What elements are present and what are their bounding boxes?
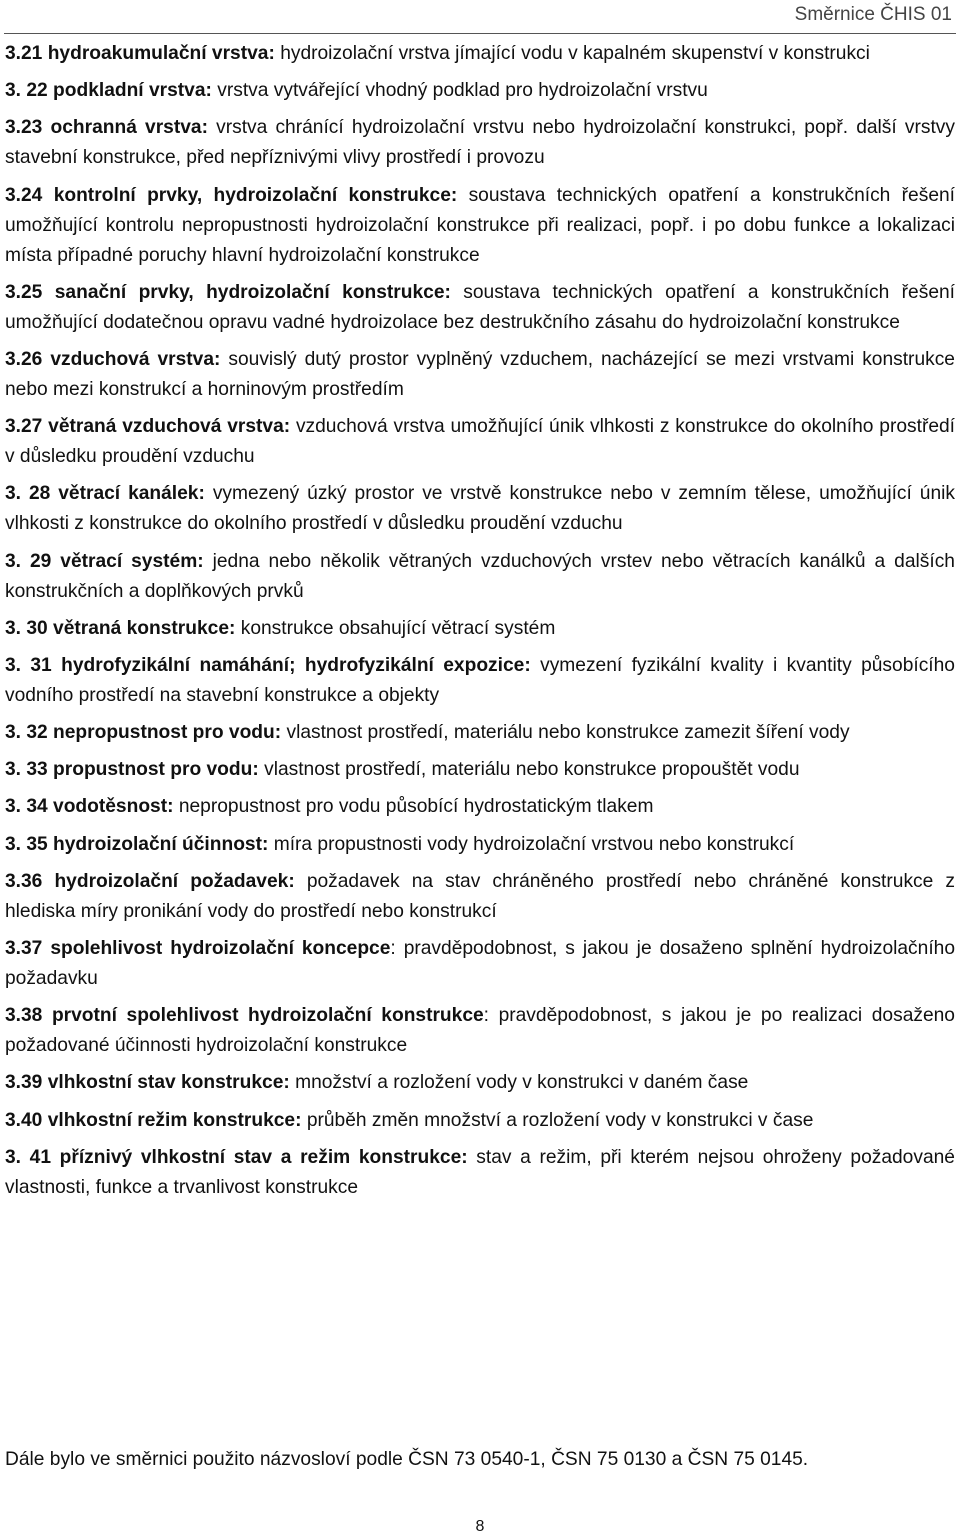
- definition-term: vzduchová vrstva:: [50, 348, 221, 370]
- definition-text: nepropustnost pro vodu působící hydrostatickým tlakem: [178, 796, 654, 818]
- definition-number: 3. 41: [5, 1146, 51, 1168]
- reference-note: Dále bylo ve směrnici použito názvosloví podle ČSN 73 0540-1, ČSN 75 0130 a ČSN 75 0145.: [5, 1449, 809, 1470]
- definition-entry: [5, 278, 955, 338]
- definition-text: vzduchová vrstva umožňující únik vlhkosti z konstrukce do okolního prostředí v důsledku proudění vzduchu: [5, 416, 956, 468]
- definition-term: větraná konstrukce:: [53, 617, 236, 639]
- definition-number: 3.40: [5, 1109, 43, 1131]
- definition-text: soustava technických opatření a konstrukčních řešení umožňující dodatečnou opravu vadné hydroizolace bez destrukčního zásahu do hydroizolační konstrukce: [5, 281, 955, 333]
- definition-number: 3. 30: [5, 617, 48, 639]
- definition-number: 3. 35: [5, 833, 48, 855]
- definition-entry: [5, 792, 955, 822]
- definition-term: vodotěsnost:: [53, 796, 174, 818]
- definition-number: 3. 33: [5, 759, 48, 781]
- definition-entry: [5, 1001, 955, 1061]
- header-divider: [4, 33, 956, 34]
- definition-term: hydroizolační účinnost:: [53, 833, 269, 855]
- definition-term: hydroakumulační vrstva:: [47, 43, 275, 64]
- definition-number: 3.38: [5, 1005, 43, 1027]
- definition-term: vlhkostní režim konstrukce:: [47, 1109, 302, 1131]
- definition-number: 3. 29: [5, 550, 52, 572]
- definition-term: větrací systém:: [60, 550, 204, 572]
- document-title: Směrnice ČHIS 01: [794, 4, 952, 25]
- definition-text: konstrukce obsahující větrací systém: [240, 617, 556, 639]
- definition-term: hydroizolační požadavek:: [54, 870, 295, 892]
- definition-entry: [5, 1106, 955, 1136]
- definition-text: vlastnost prostředí, materiálu nebo konstrukce propouštět vodu: [264, 759, 800, 781]
- definition-entry: [5, 76, 955, 106]
- definition-entry: [5, 718, 955, 748]
- definition-entry: [5, 113, 955, 173]
- definition-entry: [5, 345, 955, 405]
- definition-text: jedna nebo několik větraných vzduchových vrstev nebo větracích kanálků a dalších konstrukčních a doplňkových prvků: [5, 550, 955, 602]
- definition-text: soustava technických opatření a konstrukčních řešení umožňující kontrolu nepropustnosti hydroizolační konstrukce při realizaci, popř. i po dobu funkce a lokalizaci místa případné poruchy hlavní hydroizolační konstrukce: [5, 184, 955, 266]
- definition-number: 3.27: [5, 416, 43, 438]
- definition-entry: [5, 867, 955, 927]
- definition-entry: [5, 479, 955, 539]
- definition-number: 3. 32: [5, 722, 48, 744]
- definition-entry: [5, 1068, 955, 1098]
- definition-entry: [5, 614, 955, 644]
- definition-entry: [5, 651, 955, 711]
- definition-text: vymezení fyzikální kvality i kvantity působícího vodního prostředí na stavební konstrukce a objekty: [5, 654, 955, 706]
- definition-term: podkladní vrstva:: [53, 80, 212, 102]
- definition-number: 3.26: [5, 348, 43, 370]
- definition-number: 3. 22: [5, 80, 48, 102]
- definition-text: vrstva vytvářející vhodný podklad pro hydroizolační vrstvu: [217, 80, 708, 102]
- definition-text: stav a režim, při kterém nejsou ohroženy požadované vlastnosti, funkce a trvanlivost konstrukce: [5, 1146, 955, 1198]
- definition-text: hydroizolační vrstva jímající vodu v kapalném skupenství v konstrukci: [280, 43, 870, 64]
- definition-text: : pravděpodobnost, s jakou je dosaženo splnění hydroizolačního požadavku: [5, 938, 955, 989]
- definition-text: souvislý dutý prostor vyplněný vzduchem, nacházející se mezi vrstvami konstrukce nebo mezi konstrukcí a horninovým prostředím: [5, 348, 955, 400]
- definition-number: 3. 34: [5, 796, 48, 818]
- definition-entry: [5, 934, 955, 994]
- definition-text: požadavek na stav chráněného prostředí nebo chráněné konstrukce z hlediska míry pronikání vody do prostředí nebo konstrukcí: [5, 870, 955, 922]
- definition-number: 3.23: [5, 117, 43, 139]
- definition-entry: [5, 1143, 955, 1203]
- definition-number: 3.37: [5, 938, 43, 959]
- definition-text: vymezený úzký prostor ve vrstvě konstrukce nebo v zemním tělese, umožňující únik vlhkosti z konstrukce do okolního prostředí v důsledku proudění vzduchu: [5, 483, 955, 535]
- definition-term: hydrofyzikální namáhání; hydrofyzikální expozice:: [61, 654, 531, 676]
- definition-text: míra propustnosti vody hydroizolační vrstvou nebo konstrukcí: [273, 833, 795, 855]
- definition-text: : pravděpodobnost, s jakou je po realizaci dosaženo požadované účinnosti hydroizolační konstrukce: [5, 1005, 955, 1057]
- definition-entry: [5, 755, 955, 785]
- definition-term: ochranná vrstva:: [50, 117, 208, 139]
- definitions-list: [5, 39, 955, 1210]
- definition-text: vlastnost prostředí, materiálu nebo konstrukce zamezit šíření vody: [286, 722, 850, 744]
- definition-entry: [5, 412, 955, 472]
- definition-number: 3.39: [5, 1072, 43, 1094]
- definition-term: propustnost pro vodu:: [53, 759, 259, 781]
- definition-number: 3.21: [5, 43, 43, 64]
- definition-entry: [5, 830, 955, 860]
- definition-term: prvotní spolehlivost hydroizolační konstrukce: [51, 1005, 484, 1027]
- definition-term: sanační prvky, hydroizolační konstrukce:: [54, 281, 451, 303]
- definition-term: spolehlivost hydroizolační koncepce: [50, 938, 391, 959]
- definition-term: kontrolní prvky, hydroizolační konstrukce:: [53, 184, 458, 206]
- page-number: 8: [475, 1518, 485, 1535]
- definition-term: větraná vzduchová vrstva:: [48, 416, 291, 438]
- definition-term: příznivý vlhkostní stav a režim konstrukce:: [59, 1146, 468, 1168]
- definition-number: 3. 31: [5, 654, 52, 676]
- definition-entry: [5, 39, 955, 69]
- definition-text: vrstva chránící hydroizolační vrstvu nebo hydroizolační konstrukci, popř. další vrstvy stavební konstrukce, před nepříznivými vlivy prostředí i provozu: [5, 117, 955, 169]
- definition-entry: [5, 547, 955, 607]
- definition-number: 3.36: [5, 870, 43, 892]
- definition-text: množství a rozložení vody v konstrukci v daném čase: [295, 1072, 749, 1094]
- page-header: [0, 0, 960, 36]
- definition-term: větrací kanálek:: [58, 483, 205, 505]
- definition-term: nepropustnost pro vodu:: [53, 722, 282, 744]
- definition-number: 3.24: [5, 184, 43, 206]
- definition-entry: [5, 181, 955, 271]
- definition-number: 3.25: [5, 281, 43, 303]
- definition-number: 3. 28: [5, 483, 51, 505]
- definition-term: vlhkostní stav konstrukce:: [47, 1072, 290, 1094]
- definition-text: průběh změn množství a rozložení vody v konstrukci v čase: [306, 1109, 814, 1131]
